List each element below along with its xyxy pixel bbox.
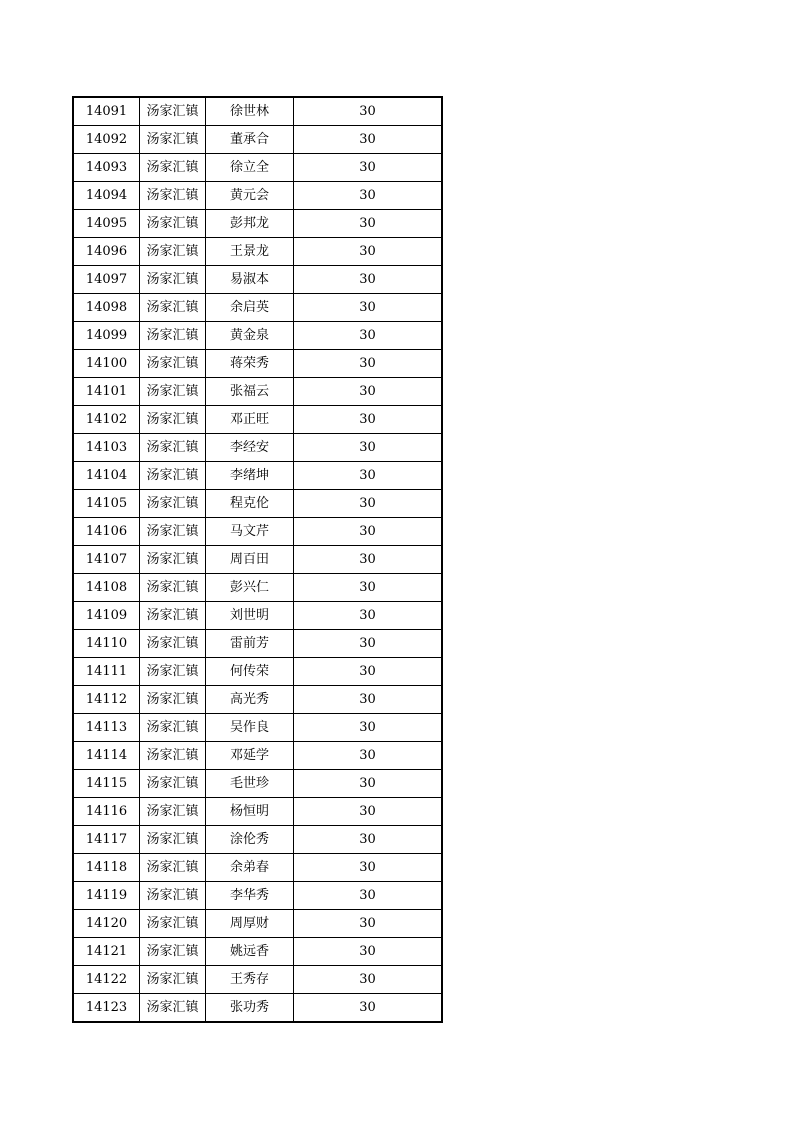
row-number-cell: 14110 [73,630,140,658]
row-number-cell: 14102 [73,406,140,434]
town-cell: 汤家汇镇 [140,238,206,266]
table-row [73,770,442,798]
town-cell: 汤家汇镇 [140,602,206,630]
table-row [73,826,442,854]
person-name-cell: 程克伦 [206,490,294,518]
person-name-cell: 徐世林 [206,97,294,126]
table-row [73,854,442,882]
amount-cell: 30 [294,266,443,294]
town-cell: 汤家汇镇 [140,798,206,826]
amount-cell: 30 [294,406,443,434]
person-name-cell: 杨恒明 [206,798,294,826]
town-cell: 汤家汇镇 [140,266,206,294]
amount-cell: 30 [294,854,443,882]
row-number-cell: 14092 [73,126,140,154]
table-row [73,154,442,182]
table-row [73,462,442,490]
person-name-cell: 徐立全 [206,154,294,182]
row-number-cell: 14091 [73,97,140,126]
data-table [72,96,443,1023]
row-number-cell: 14107 [73,546,140,574]
person-name-cell: 余启英 [206,294,294,322]
table-row [73,322,442,350]
amount-cell: 30 [294,294,443,322]
person-name-cell: 周厚财 [206,910,294,938]
amount-cell: 30 [294,994,443,1023]
row-number-cell: 14120 [73,910,140,938]
table-row [73,490,442,518]
row-number-cell: 14106 [73,518,140,546]
town-cell: 汤家汇镇 [140,434,206,462]
town-cell: 汤家汇镇 [140,210,206,238]
town-cell: 汤家汇镇 [140,882,206,910]
person-name-cell: 黄元会 [206,182,294,210]
amount-cell: 30 [294,97,443,126]
table-row [73,686,442,714]
table-row [73,574,442,602]
town-cell: 汤家汇镇 [140,966,206,994]
row-number-cell: 14098 [73,294,140,322]
amount-cell: 30 [294,322,443,350]
table-row [73,406,442,434]
table-row [73,518,442,546]
person-name-cell: 李经安 [206,434,294,462]
person-name-cell: 李绪坤 [206,462,294,490]
amount-cell: 30 [294,574,443,602]
row-number-cell: 14093 [73,154,140,182]
amount-cell: 30 [294,910,443,938]
row-number-cell: 14100 [73,350,140,378]
town-cell: 汤家汇镇 [140,350,206,378]
table-row [73,630,442,658]
table-row [73,966,442,994]
person-name-cell: 王秀存 [206,966,294,994]
town-cell: 汤家汇镇 [140,910,206,938]
town-cell: 汤家汇镇 [140,154,206,182]
person-name-cell: 姚远香 [206,938,294,966]
table-row [73,742,442,770]
row-number-cell: 14121 [73,938,140,966]
table-row [73,294,442,322]
person-name-cell: 黄金泉 [206,322,294,350]
table-row [73,238,442,266]
amount-cell: 30 [294,602,443,630]
amount-cell: 30 [294,126,443,154]
amount-cell: 30 [294,882,443,910]
table-row [73,938,442,966]
amount-cell: 30 [294,462,443,490]
person-name-cell: 吴作良 [206,714,294,742]
amount-cell: 30 [294,378,443,406]
town-cell: 汤家汇镇 [140,126,206,154]
amount-cell: 30 [294,798,443,826]
table-row [73,994,442,1023]
row-number-cell: 14109 [73,602,140,630]
person-name-cell: 邓正旺 [206,406,294,434]
table-row [73,350,442,378]
row-number-cell: 14103 [73,434,140,462]
person-name-cell: 马文芹 [206,518,294,546]
town-cell: 汤家汇镇 [140,97,206,126]
amount-cell: 30 [294,546,443,574]
table-row [73,882,442,910]
row-number-cell: 14094 [73,182,140,210]
amount-cell: 30 [294,154,443,182]
row-number-cell: 14101 [73,378,140,406]
amount-cell: 30 [294,686,443,714]
town-cell: 汤家汇镇 [140,182,206,210]
person-name-cell: 董承合 [206,126,294,154]
person-name-cell: 雷前芳 [206,630,294,658]
row-number-cell: 14123 [73,994,140,1023]
person-name-cell: 何传荣 [206,658,294,686]
table-row [73,97,442,126]
table-row [73,378,442,406]
amount-cell: 30 [294,742,443,770]
person-name-cell: 刘世明 [206,602,294,630]
amount-cell: 30 [294,714,443,742]
amount-cell: 30 [294,770,443,798]
row-number-cell: 14119 [73,882,140,910]
person-name-cell: 周百田 [206,546,294,574]
table-row [73,910,442,938]
row-number-cell: 14108 [73,574,140,602]
person-name-cell: 易淑本 [206,266,294,294]
town-cell: 汤家汇镇 [140,714,206,742]
row-number-cell: 14095 [73,210,140,238]
town-cell: 汤家汇镇 [140,938,206,966]
town-cell: 汤家汇镇 [140,378,206,406]
person-name-cell: 毛世珍 [206,770,294,798]
table-row [73,182,442,210]
town-cell: 汤家汇镇 [140,630,206,658]
person-name-cell: 蒋荣秀 [206,350,294,378]
town-cell: 汤家汇镇 [140,518,206,546]
row-number-cell: 14111 [73,658,140,686]
person-name-cell: 彭兴仁 [206,574,294,602]
row-number-cell: 14099 [73,322,140,350]
table-body [73,97,442,1022]
town-cell: 汤家汇镇 [140,994,206,1023]
town-cell: 汤家汇镇 [140,546,206,574]
amount-cell: 30 [294,238,443,266]
person-name-cell: 张福云 [206,378,294,406]
amount-cell: 30 [294,966,443,994]
table-row [73,126,442,154]
table-row [73,266,442,294]
row-number-cell: 14113 [73,714,140,742]
amount-cell: 30 [294,350,443,378]
amount-cell: 30 [294,210,443,238]
amount-cell: 30 [294,182,443,210]
row-number-cell: 14122 [73,966,140,994]
town-cell: 汤家汇镇 [140,854,206,882]
person-name-cell: 张功秀 [206,994,294,1023]
person-name-cell: 余弟春 [206,854,294,882]
row-number-cell: 14105 [73,490,140,518]
amount-cell: 30 [294,630,443,658]
row-number-cell: 14096 [73,238,140,266]
row-number-cell: 14116 [73,798,140,826]
person-name-cell: 彭邦龙 [206,210,294,238]
town-cell: 汤家汇镇 [140,490,206,518]
amount-cell: 30 [294,658,443,686]
row-number-cell: 14117 [73,826,140,854]
table-row [73,798,442,826]
town-cell: 汤家汇镇 [140,658,206,686]
town-cell: 汤家汇镇 [140,406,206,434]
table-row [73,658,442,686]
town-cell: 汤家汇镇 [140,462,206,490]
amount-cell: 30 [294,938,443,966]
row-number-cell: 14114 [73,742,140,770]
table-row [73,434,442,462]
town-cell: 汤家汇镇 [140,322,206,350]
table-row [73,546,442,574]
person-name-cell: 邓延学 [206,742,294,770]
table-row [73,714,442,742]
person-name-cell: 涂伦秀 [206,826,294,854]
row-number-cell: 14115 [73,770,140,798]
town-cell: 汤家汇镇 [140,770,206,798]
town-cell: 汤家汇镇 [140,742,206,770]
town-cell: 汤家汇镇 [140,294,206,322]
amount-cell: 30 [294,518,443,546]
town-cell: 汤家汇镇 [140,574,206,602]
town-cell: 汤家汇镇 [140,686,206,714]
person-name-cell: 王景龙 [206,238,294,266]
table-row [73,602,442,630]
town-cell: 汤家汇镇 [140,826,206,854]
row-number-cell: 14097 [73,266,140,294]
row-number-cell: 14118 [73,854,140,882]
person-name-cell: 高光秀 [206,686,294,714]
table-row [73,210,442,238]
amount-cell: 30 [294,490,443,518]
row-number-cell: 14112 [73,686,140,714]
row-number-cell: 14104 [73,462,140,490]
amount-cell: 30 [294,826,443,854]
person-name-cell: 李华秀 [206,882,294,910]
amount-cell: 30 [294,434,443,462]
